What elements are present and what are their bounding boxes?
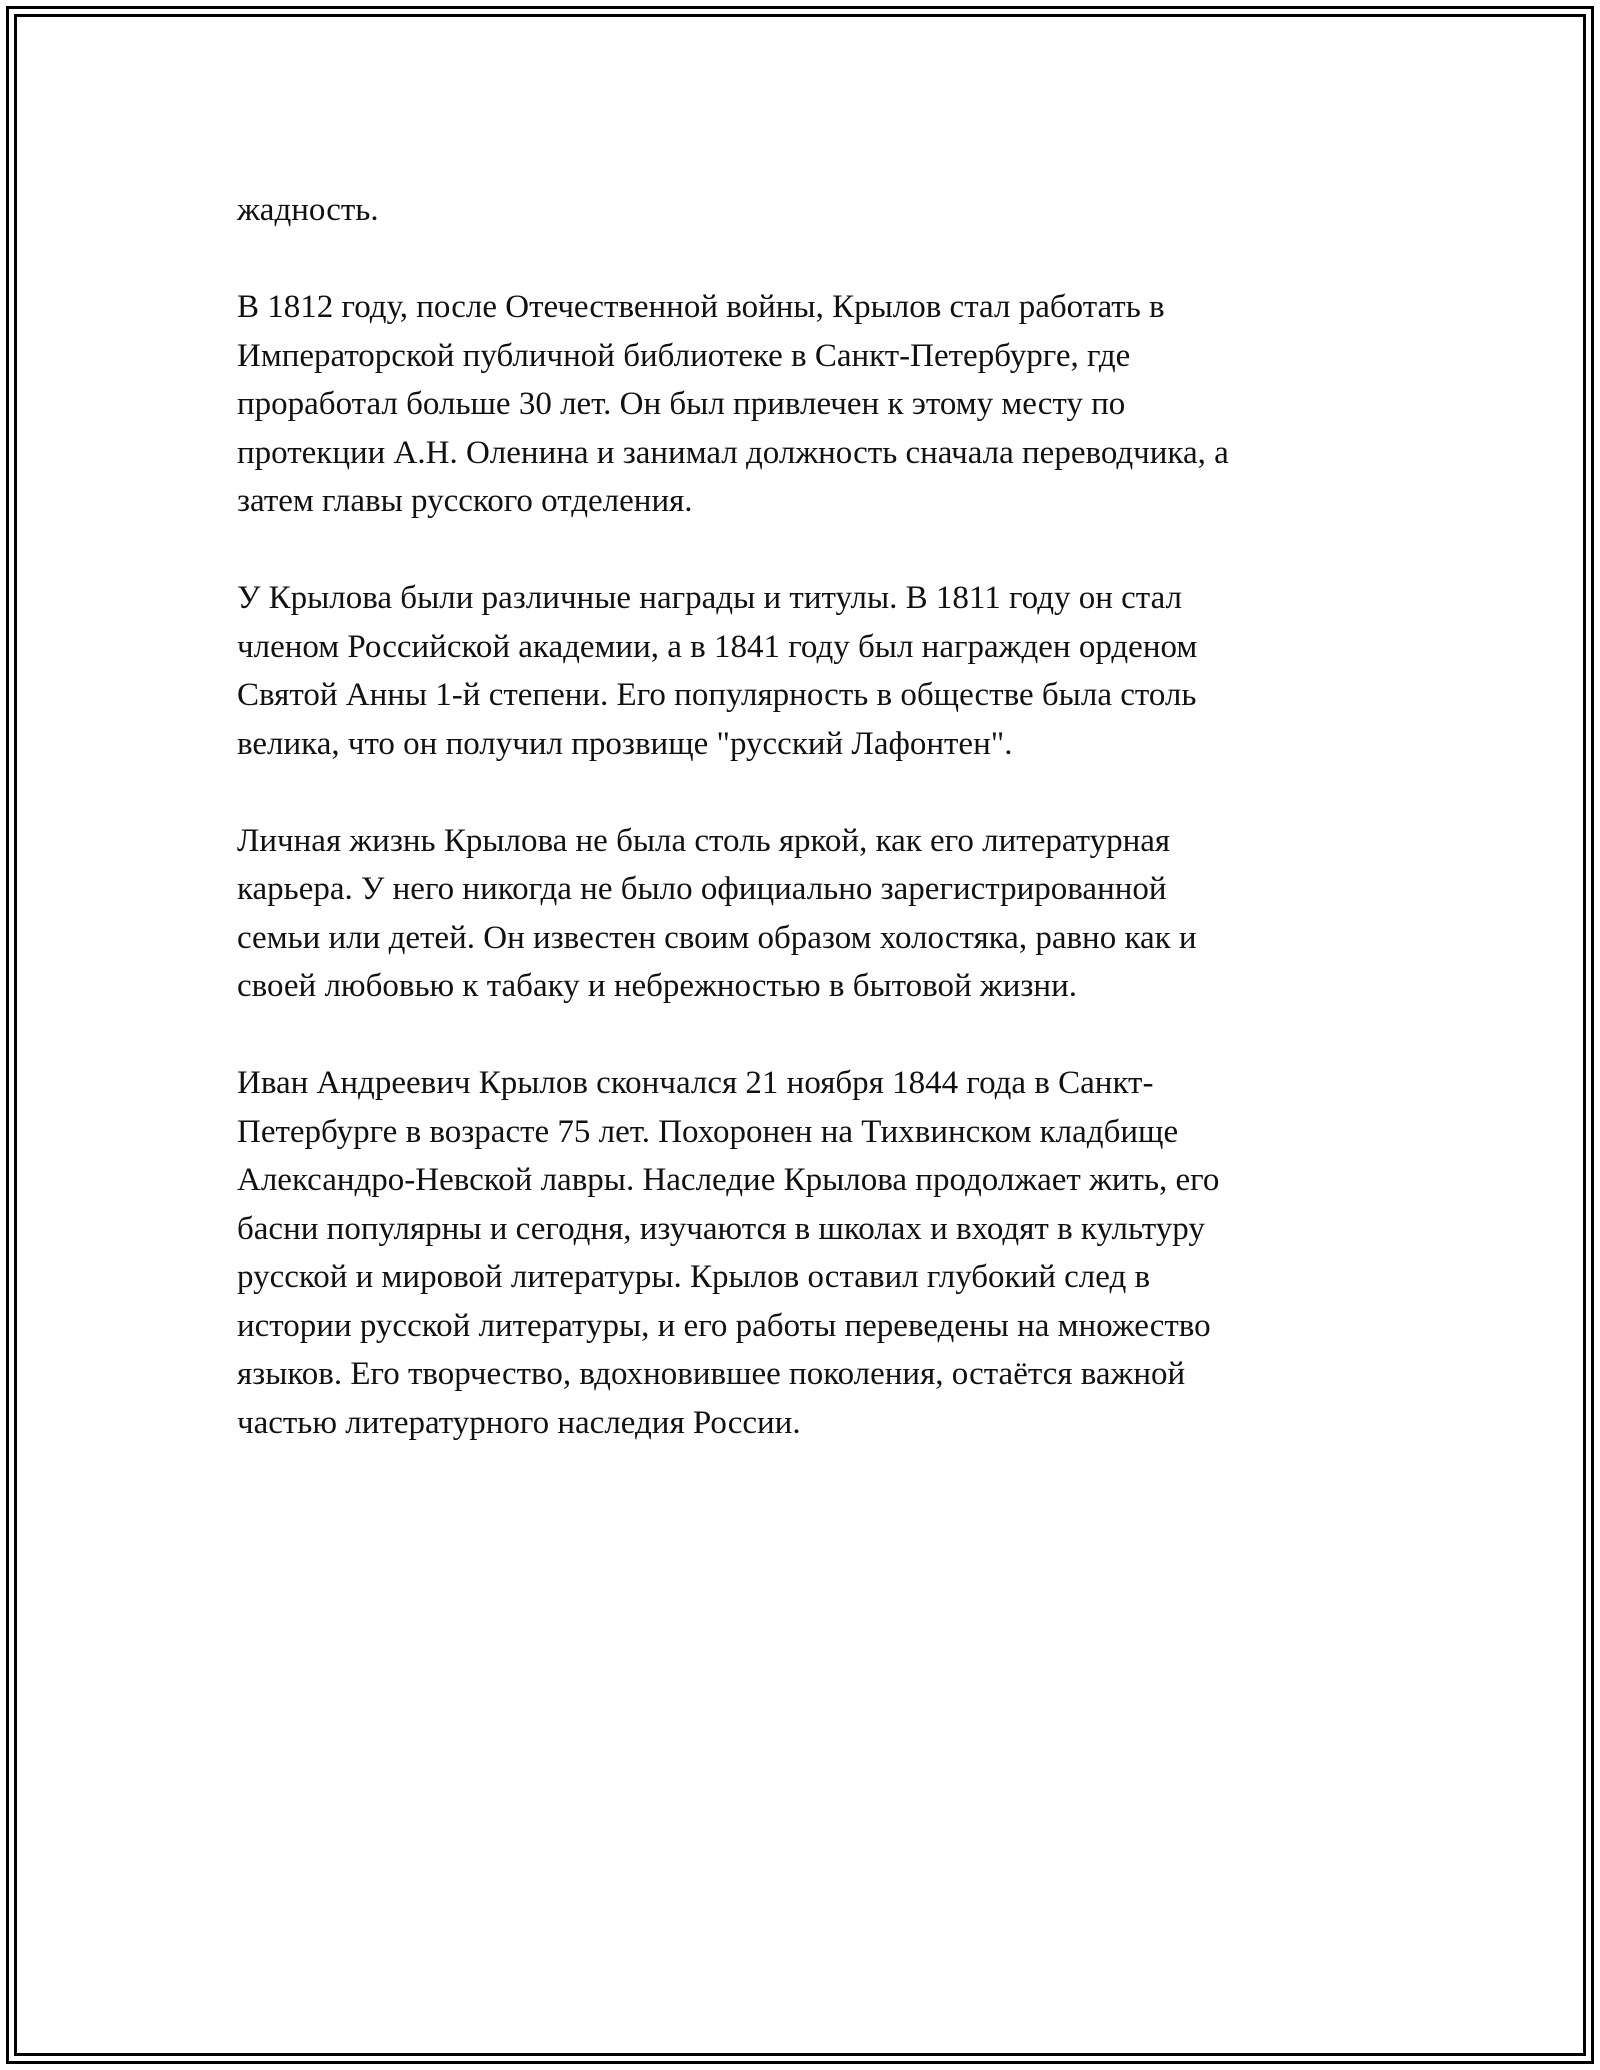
text-line: Александро-Невской лавры. Наследие Крылова продолжает жить, его [237, 1162, 1220, 1198]
document-body [237, 186, 1367, 1496]
text-line: басни популярны и сегодня, изучаются в школах и входят в культуру [237, 1210, 1205, 1247]
text-line: Святой Анны 1-й степени. Его популярность в обществе была столь [237, 677, 1197, 713]
text-line: языков. Его творчество, вдохновившее поколения, остаётся важной [237, 1356, 1186, 1392]
text-line: затем главы русского отделения. [237, 483, 693, 519]
paragraph-2 [237, 283, 1367, 526]
text-line: истории русской литературы, и его работы переведены на множество [237, 1307, 1211, 1344]
paragraph-1 [237, 186, 1367, 235]
text-line: Императорской публичной библиотеке в Санкт-Петербурге, где [237, 337, 1131, 374]
text-line: У Крылова были различные награды и титулы. В 1811 году он стал [237, 580, 1183, 616]
paragraph-4 [237, 817, 1367, 1011]
text-line: карьера. У него никогда не было официально зарегистрированной [237, 871, 1167, 907]
text-line: семьи или детей. Он известен своим образом холостяка, равно как и [237, 919, 1197, 956]
text-line: Личная жизнь Крылова не была столь яркой, как его литературная [237, 822, 1171, 859]
text-line: частью литературного наследия России. [237, 1404, 801, 1441]
text-line: членом Российской академии, а в 1841 году был награжден орденом [237, 628, 1198, 665]
text-line: жадность. [237, 192, 379, 228]
text-line: протекции А.Н. Оленина и занимал должность сначала переводчика, а [237, 434, 1229, 471]
text-line: Иван Андреевич Крылов скончался 21 ноября 1844 года в Санкт- [237, 1065, 1154, 1101]
text-line: проработал больше 30 лет. Он был привлечен к этому месту по [237, 386, 1126, 422]
text-line: В 1812 году, после Отечественной войны, Крылов стал работать в [237, 289, 1165, 325]
text-line: Петербурге в возрасте 75 лет. Похоронен на Тихвинском кладбище [237, 1113, 1179, 1150]
paragraph-5 [237, 1059, 1367, 1447]
paragraph-3 [237, 574, 1367, 768]
text-line: своей любовью к табаку и небрежностью в бытовой жизни. [237, 968, 1077, 1004]
text-line: велика, что он получил прозвище "русский Лафонтен". [237, 725, 1013, 762]
text-line: русской и мировой литературы. Крылов оставил глубокий след в [237, 1259, 1151, 1295]
